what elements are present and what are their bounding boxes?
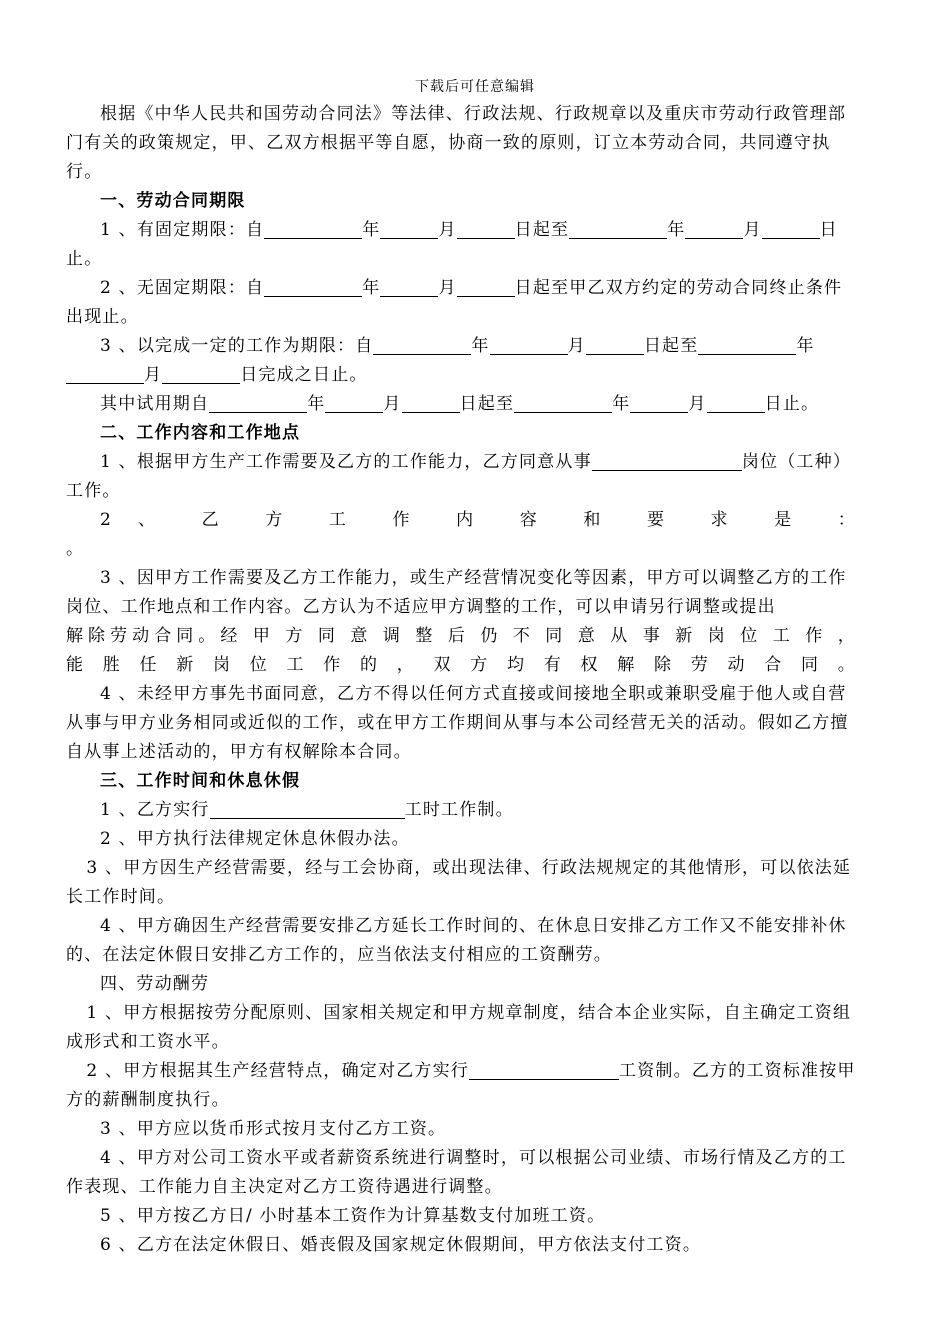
section2-item2-end: 。: [66, 539, 85, 559]
contract-body: [66, 100, 856, 1260]
section1-trial: 其中试用期自 年 月 日起至 年 月 日止。: [100, 394, 820, 414]
blank-field[interactable]: [469, 1061, 619, 1080]
blank-field[interactable]: [457, 220, 515, 239]
blank-field[interactable]: [373, 336, 471, 355]
section3-item2: 2 、甲方执行法律规定休息休假办法。: [100, 829, 410, 849]
blank-field[interactable]: [209, 394, 307, 413]
section4-item6: 6 、乙方在法定休假日、婚丧假及国家规定休假期间，甲方依法支付工资。: [100, 1235, 702, 1255]
blank-field[interactable]: [457, 278, 515, 297]
section3-item4: 4 、甲方确因生产经营需要安排乙方延长工作时间的、在休息日安排乙方工作又不能安排补休的、在法定休假日安排乙方工作的，应当依法支付相应的工资酬劳。: [66, 916, 847, 965]
section2-item2: 2 、 乙 方 工 作 内 容 和 要 求 是 ：: [100, 510, 856, 530]
section1-item3: 3 、以完成一定的工作为期限：自 年 月 日起至 年月 日完成之日止。: [66, 332, 856, 390]
blank-field[interactable]: [325, 394, 383, 413]
header-note: 下载后可任意编辑: [415, 79, 535, 95]
blank-field[interactable]: [762, 220, 820, 239]
section2-item3-line2: 解除劳动合同。经 甲 方 同 意 调 整 后 仍 不 同 意 从 事 新 岗 位 工 作 ，: [66, 626, 856, 646]
section3-item3: 3 、甲方因生产经营需要，经与工会协商，或出现法律、行政法规规定的其他情形，可以依法延长工作时间。: [66, 858, 852, 907]
section1-item1: 1 、有固定期限：自 年 月 日起至 年 月 日止。: [66, 220, 838, 269]
blank-field[interactable]: [592, 452, 742, 471]
section4-item3: 3 、甲方应以货币形式按月支付乙方工资。: [100, 1119, 447, 1139]
blank-field[interactable]: [630, 394, 688, 413]
blank-field[interactable]: [514, 394, 612, 413]
section2-item3-justified: [66, 622, 856, 680]
blank-field[interactable]: [380, 220, 438, 239]
blank-field[interactable]: [264, 278, 362, 297]
blank-field[interactable]: [685, 220, 743, 239]
blank-field[interactable]: [162, 365, 240, 384]
blank-field[interactable]: [380, 278, 438, 297]
section4-item4: 4 、甲方对公司工资水平或者薪资系统进行调整时，可以根据公司业绩、市场行情及乙方的工作表现、工作能力自主决定对乙方工资待遇进行调整。: [66, 1148, 847, 1197]
section4-title: 四、劳动酬劳: [100, 974, 210, 994]
section1-title: 一、劳动合同期限: [100, 191, 246, 211]
section4-item5: 5 、甲方按乙方日/ 小时基本工资作为计算基数支付加班工资。: [100, 1206, 606, 1226]
section2-item1: 1 、根据甲方生产工作需要及乙方的工作能力，乙方同意从事 岗位（工种）工作。: [66, 452, 852, 501]
blank-field[interactable]: [698, 336, 796, 355]
section4-item1: 1 、甲方根据按劳分配原则、国家相关规定和甲方规章制度，结合本企业实际，自主确定工资组成形式和工资水平。: [66, 1003, 852, 1052]
section4-item2: 2 、甲方根据其生产经营特点，确定对乙方实行 工资制。乙方的工资标准按甲方的薪酬制度执行。: [66, 1061, 856, 1110]
section3-item1: 1 、乙方实行 工时工作制。: [100, 800, 514, 820]
blank-field[interactable]: [210, 800, 405, 819]
intro-paragraph: 根据《中华人民共和国劳动合同法》等法律、行政法规、行政规章以及重庆市劳动行政管理部门有关的政策规定，甲、乙双方根据平等自愿，协商一致的原则，订立本劳动合同，共同遵守执行。: [66, 104, 847, 182]
section2-item3: 3 、因甲方工作需要及乙方工作能力，或生产经营情况变化等因素，甲方可以调整乙方的工作岗位、工作地点和工作内容。乙方认为不适应甲方调整的工作，可以申请另行调整或提出: [66, 568, 847, 617]
section2-item3-line3: 能 胜 任 新 岗 位 工 作 的 ， 双 方 均 有 权 解 除 劳 动 合 同 。: [66, 655, 856, 675]
blank-field[interactable]: [264, 220, 362, 239]
blank-field[interactable]: [569, 220, 667, 239]
blank-field[interactable]: [707, 394, 765, 413]
section1-item2: 2 、无固定期限：自 年 月 日起至甲乙双方约定的劳动合同终止条件出现止。: [66, 278, 843, 327]
blank-field[interactable]: [402, 394, 460, 413]
section2-title: 二、工作内容和工作地点: [100, 423, 301, 443]
blank-field[interactable]: [490, 336, 568, 355]
blank-field[interactable]: [66, 365, 144, 384]
blank-field[interactable]: [586, 336, 644, 355]
section3-title: 三、工作时间和休息休假: [100, 771, 301, 791]
section2-item4: 4 、未经甲方事先书面同意，乙方不得以任何方式直接或间接地全职或兼职受雇于他人或自营从事与甲方业务相同或近似的工作，或在甲方工作期间从事与本公司经营无关的活动。假如乙方擅自从事上述活动的，甲方有权解除本合同。: [66, 684, 849, 762]
